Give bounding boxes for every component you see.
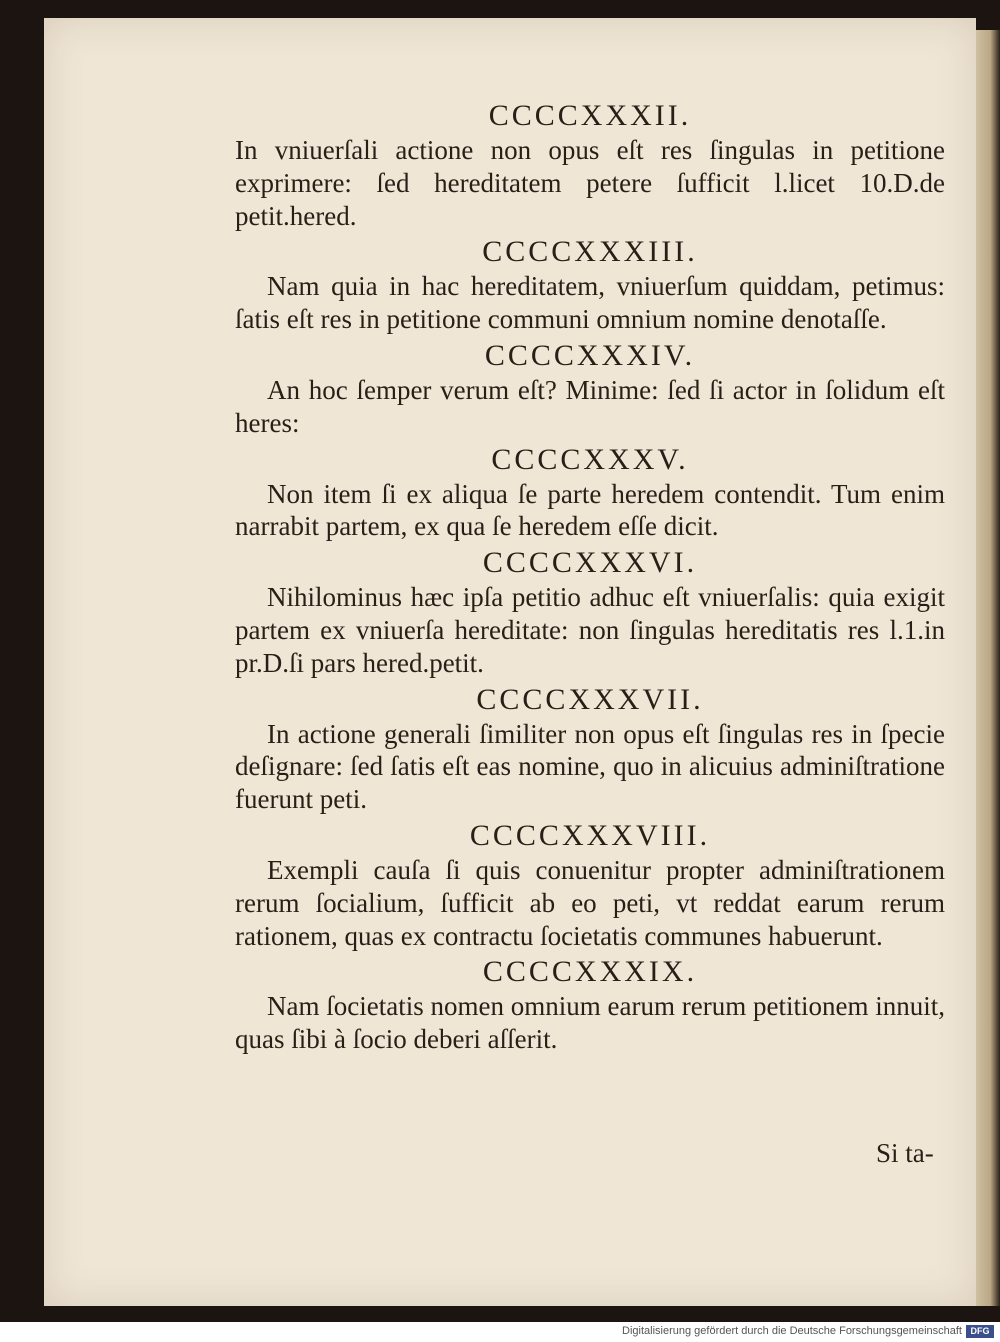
section-text-434: An hoc ſemper verum eſt? Minime: ſed ſi actor in ſolidum eſt heres: (235, 374, 945, 438)
section-number-436: CCCCXXXVI. (482, 546, 698, 580)
section-text-437: In actione generali ſimiliter non opus eſt ſingulas res in ſpecie deſignare: ſed ſatis eſt eas nomine, quo in alicuius adminiſtratione fuerunt peti. (235, 718, 945, 815)
section-text-439: Nam ſocietatis nomen omnium earum rerum petitionem innuit, quas ſibi à ſocio deberi aſſerit. (235, 991, 945, 1055)
section-text-433: Nam quia in hac hereditatem, vniuerſum quiddam, petimus: ſatis eſt res in petitione communi omnium nomine denotaſſe. (235, 271, 945, 335)
dfg-logo: DFG (966, 1325, 994, 1338)
page-edge (976, 30, 1000, 1306)
section-text-436: Nihilominus hæc ipſa petitio adhuc eſt vniuerſalis: quia exigit partem ex vniuerſa hereditate: non ſingulas hereditatis res l.1.in pr.D.ſi pars hered.petit. (235, 582, 945, 678)
section-number-438: CCCCXXXVIII. (469, 818, 711, 852)
catchword: Si ta- (876, 1138, 934, 1168)
section-number-439: CCCCXXXIX. (482, 955, 698, 989)
section-text-435: Non item ſi ex aliqua ſe parte heredem contendit. Tum enim narrabit partem, ex qua ſe heredem eſſe dicit. (235, 478, 945, 542)
section-number-435: CCCCXXXV. (491, 442, 689, 476)
page-content (235, 98, 945, 1058)
section-number-434: CCCCXXXIV. (484, 338, 696, 372)
section-number-432: CCCCXXXII. (488, 99, 692, 132)
section-text-438: Exempli cauſa ſi quis conuenitur propter adminiſtrationem rerum ſocialium, ſufficit ab eo peti, vt reddat earum rerum rationem, quas ex contractu ſocietatis communes habuerunt. (235, 854, 945, 951)
section-number-433: CCCCXXXIII. (482, 235, 698, 269)
section-text-432: In vniuerſali actione non opus eſt res ſingulas in petitione exprimere: ſed hereditatem petere ſufficit l.licet 10.D.de petit.hered. (235, 135, 945, 231)
footer-bar (0, 1322, 1000, 1342)
funding-notice: Digitalisierung gefördert durch die Deutsche Forschungsgemeinschaft (622, 1325, 962, 1337)
section-number-437: CCCCXXXVII. (476, 682, 704, 716)
